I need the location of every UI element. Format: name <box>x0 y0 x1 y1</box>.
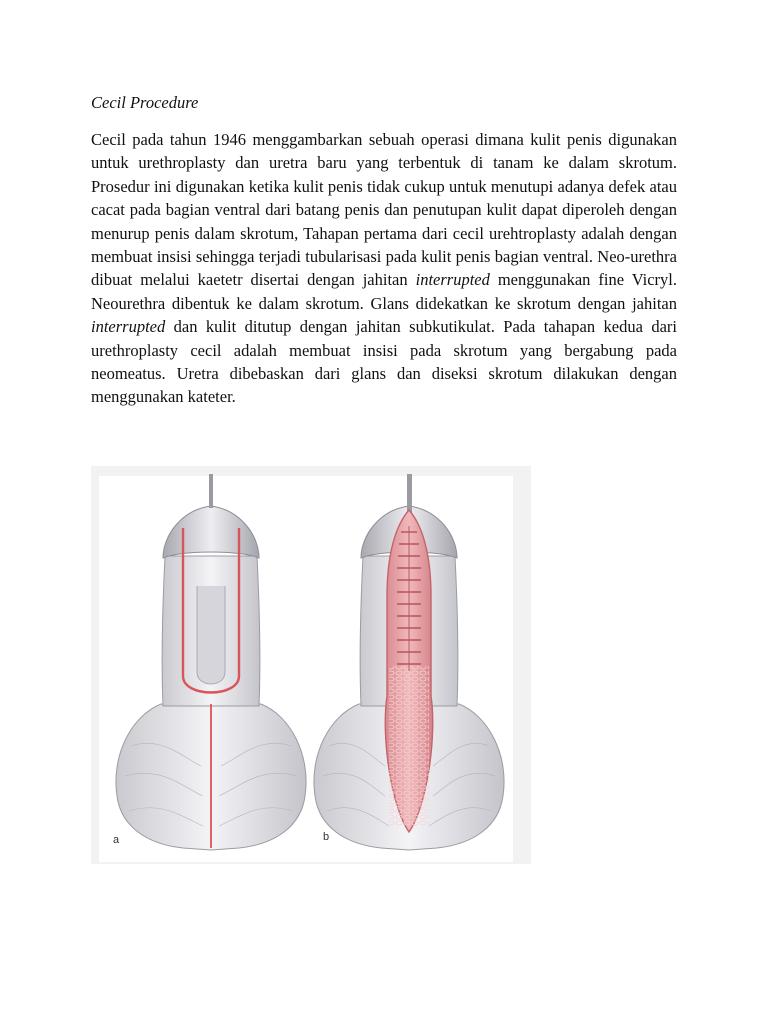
illustration-svg <box>91 466 531 864</box>
neourethra-tube-a <box>197 586 225 684</box>
paragraph-run: Cecil pada tahun 1946 menggambarkan sebuah operasi dimana kulit penis digunakan untuk urethroplasty dan uretra baru yang terbentuk di tanam ke dalam skrotum. Prosedur ini digunakan ketika kulit penis tidak cukup untuk menutupi adanya defek atau cacat pada bagian ventral dari batang penis dan penutupan kulit dapat diperoleh dengan menurup penis dalam skrotum, Tahapan pertama dari cecil urehtroplasty adalah dengan membuat insisi sehingga terjadi tubularisasi pada kulit penis bagian ventral. Neo-urethra dibuat melalui kaetetr disertai dengan jahitan <box>91 130 677 290</box>
mucosa-texture-b <box>389 666 429 826</box>
body-paragraph <box>91 128 677 409</box>
paragraph-run: dan kulit ditutup dengan jahitan subkutikulat. Pada tahapan kedua dari urethroplasty cecil adalah membuat insisi pada skrotum yang bergabung pada neomeatus. Uretra dibebaskan dari glans dan diseksi skrotum dilakukan dengan menggunakan kateter. <box>91 317 677 407</box>
panel-b-label: b <box>323 831 330 843</box>
catheter-a <box>209 474 213 508</box>
catheter-b <box>407 474 412 514</box>
paragraph-run-italic: interrupted <box>415 270 490 290</box>
panel-a-label: a <box>113 834 120 846</box>
paragraph-run: menggunakan fine Vicryl. Neourethra dibentuk ke dalam skrotum. Glans didekatkan ke skrotum dengan jahitan <box>91 270 677 313</box>
surgical-illustration <box>91 466 531 864</box>
paragraph-run-italic: interrupted <box>91 317 166 337</box>
section-heading: Cecil Procedure <box>91 93 199 112</box>
